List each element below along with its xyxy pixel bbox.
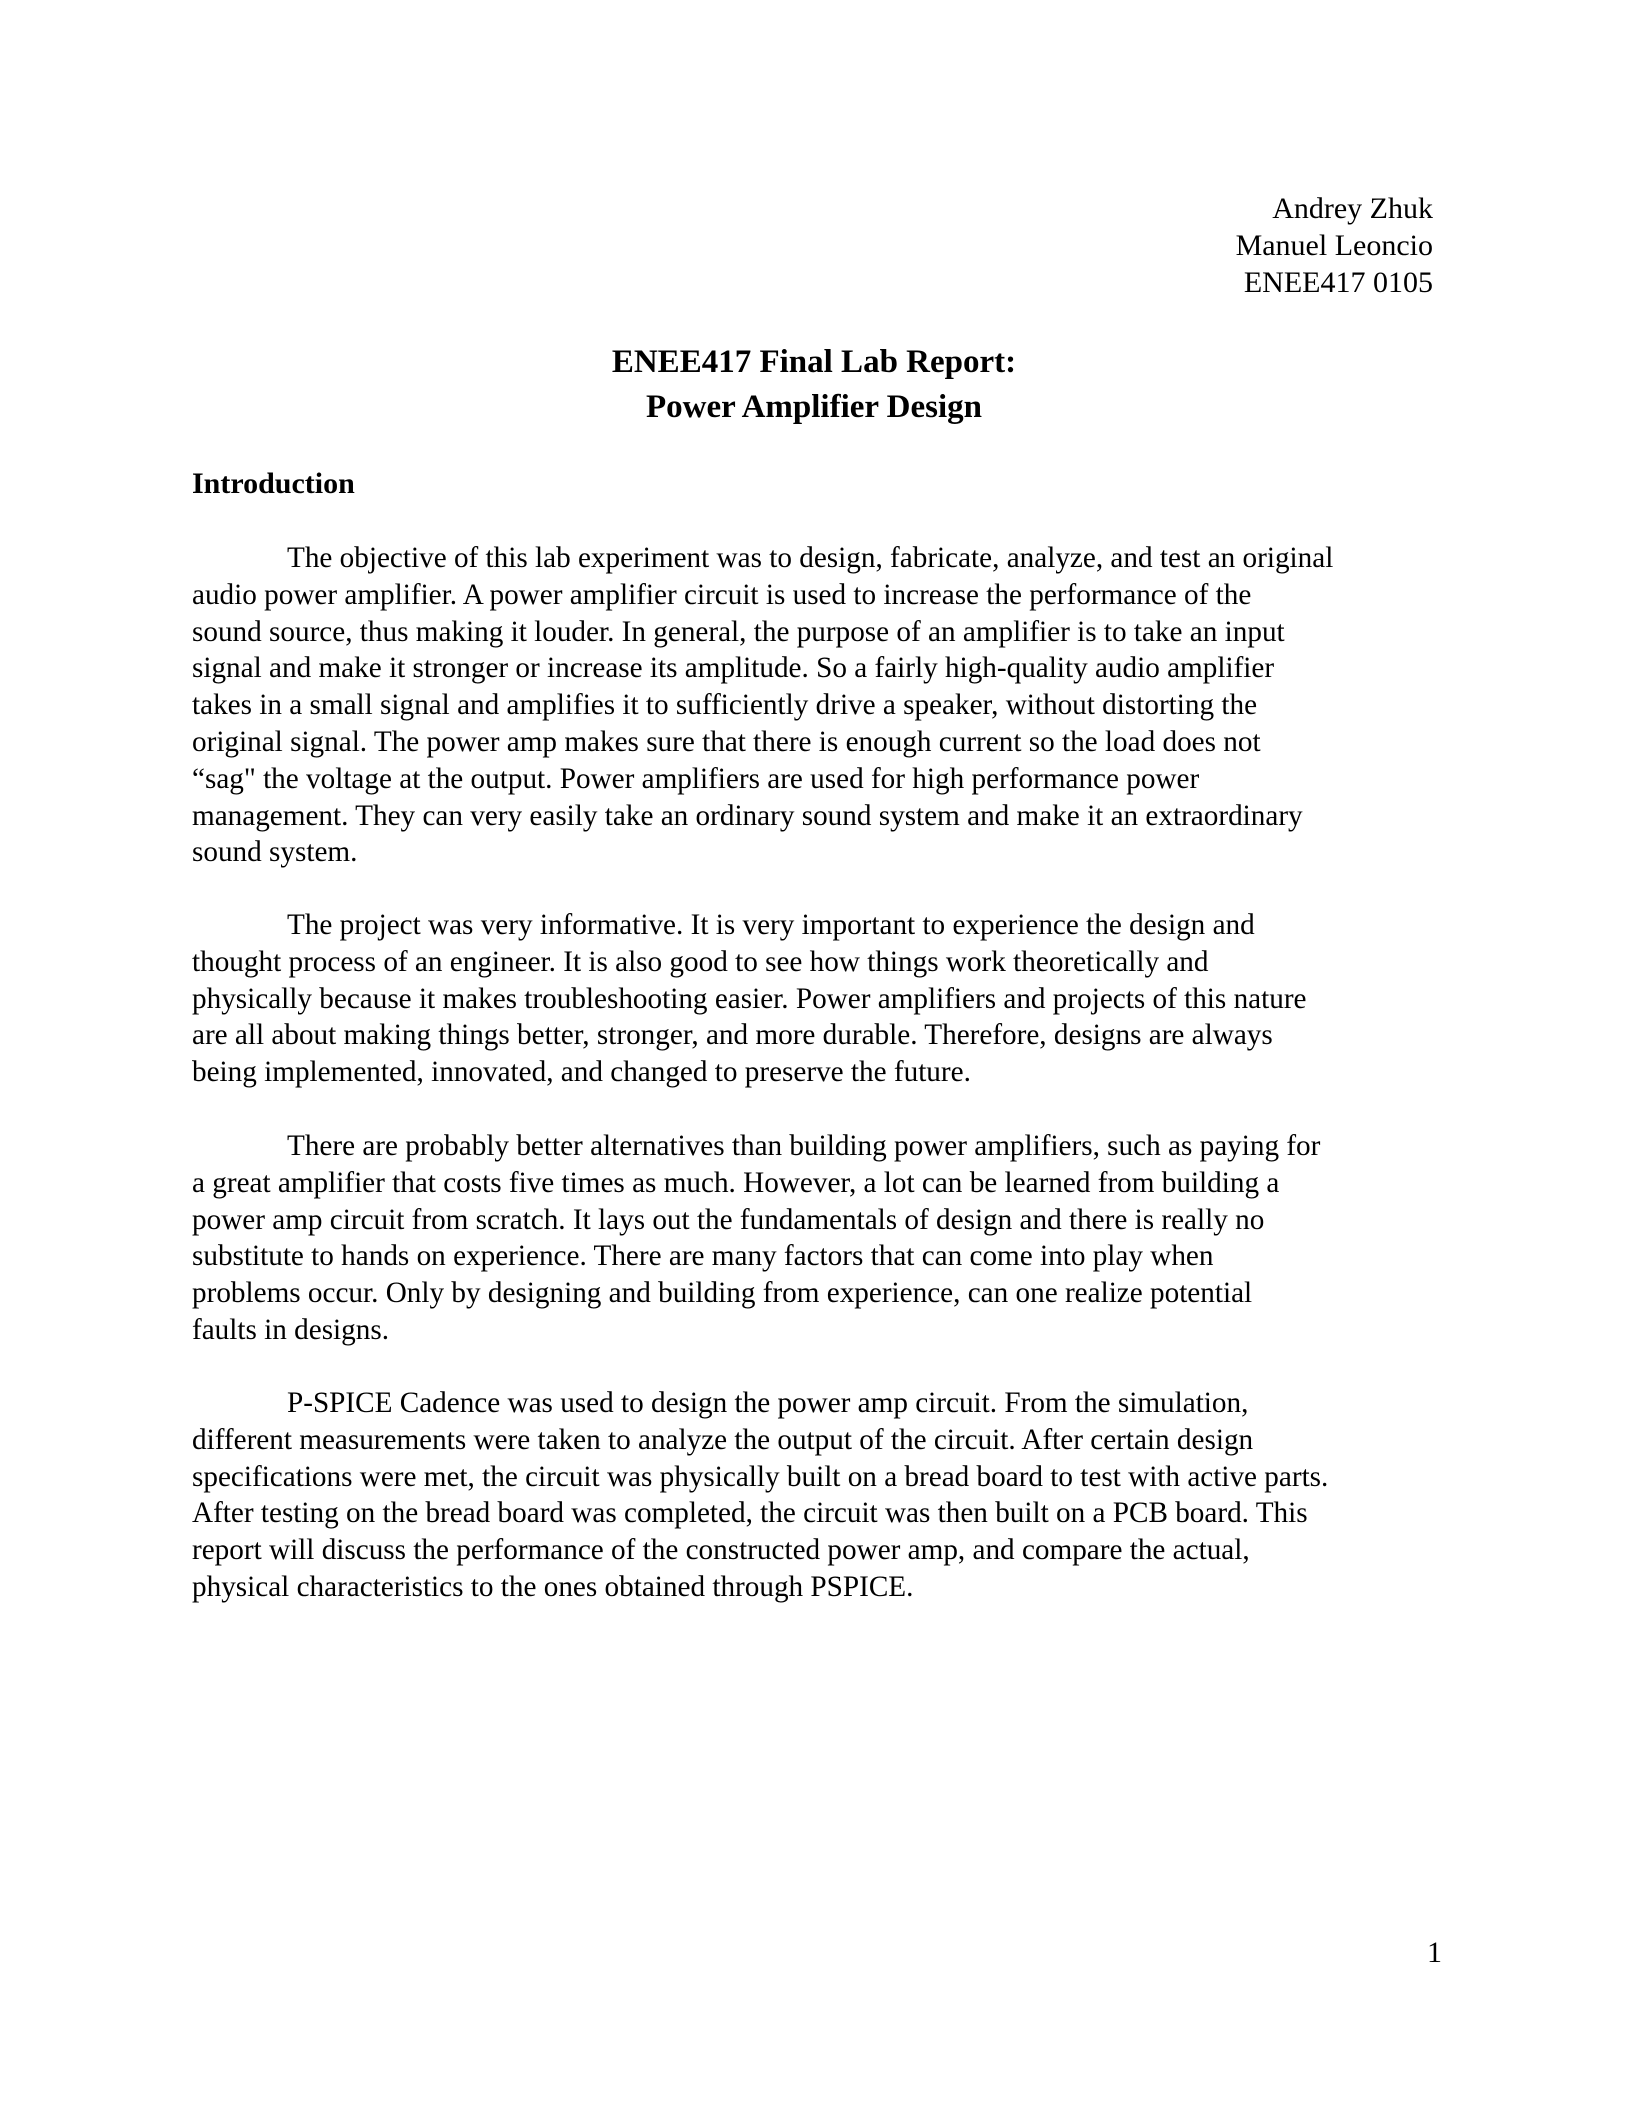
paragraph xyxy=(192,1128,1452,1349)
paragraph xyxy=(192,1385,1452,1606)
paragraph-line: management. They can very easily take an ordinary sound system and make it an extraordinary xyxy=(192,799,1303,832)
author-name: Manuel Leoncio xyxy=(1235,229,1433,262)
paragraph-line: The objective of this lab experiment was to design, fabricate, analyze, and test an original xyxy=(287,542,1334,574)
paragraph-line: signal and make it stronger or increase its amplitude. So a fairly high-quality audio amplifier xyxy=(192,652,1275,685)
paragraph-line: report will discuss the performance of the constructed power amp, and compare the actual, xyxy=(192,1534,1250,1567)
paragraph-line: sound system. xyxy=(192,836,358,869)
paragraph-line: specifications were met, the circuit was physically built on a bread board to test with active parts. xyxy=(192,1460,1329,1493)
paragraph-line: The project was very informative. It is very important to experience the design and xyxy=(287,909,1255,941)
paragraph-line: After testing on the bread board was completed, the circuit was then built on a PCB board. This xyxy=(192,1497,1308,1530)
paragraph xyxy=(192,540,1452,871)
paragraph-line: different measurements were taken to analyze the output of the circuit. After certain design xyxy=(192,1423,1254,1456)
author-block xyxy=(1236,190,1433,301)
course-section: ENEE417 0105 xyxy=(1243,266,1433,299)
paragraph xyxy=(192,907,1452,1091)
paragraph-line: P-SPICE Cadence was used to design the power amp circuit. From the simulation, xyxy=(287,1387,1249,1419)
paragraph-line: audio power amplifier. A power amplifier circuit is used to increase the performance of the xyxy=(192,578,1252,611)
paragraph-line: original signal. The power amp makes sure that there is enough current so the load does not xyxy=(192,725,1261,758)
author-name: Andrey Zhuk xyxy=(1272,192,1433,225)
title-line: ENEE417 Final Lab Report: xyxy=(611,344,1017,380)
paragraph-line: substitute to hands on experience. There are many factors that can come into play when xyxy=(192,1240,1214,1273)
paragraph-line: physical characteristics to the ones obtained through PSPICE. xyxy=(192,1570,914,1603)
paragraph-line: thought process of an engineer. It is also good to see how things work theoretically and xyxy=(192,945,1209,978)
page-number: 1 xyxy=(1427,1936,1442,1969)
paragraph-line: power amp circuit from scratch. It lays out the fundamentals of design and there is really no xyxy=(192,1203,1265,1236)
paragraph-line: takes in a small signal and amplifies it to sufficiently drive a speaker, without distorting the xyxy=(192,689,1258,722)
paragraph-line: are all about making things better, stronger, and more durable. Therefore, designs are always xyxy=(192,1019,1273,1052)
section-heading: Introduction xyxy=(192,467,355,500)
paragraph-line: physically because it makes troubleshooting easier. Power amplifiers and projects of this nature xyxy=(192,982,1307,1015)
paragraph-line: faults in designs. xyxy=(192,1313,390,1346)
paragraph-line: being implemented, innovated, and changed to preserve the future. xyxy=(192,1056,971,1089)
paragraph-line: sound source, thus making it louder. In general, the purpose of an amplifier is to take an input xyxy=(192,615,1285,648)
report-title xyxy=(0,340,1628,430)
subtitle-line: Power Amplifier Design xyxy=(645,389,983,425)
paragraph-line: “sag" the voltage at the output. Power amplifiers are used for high performance power xyxy=(192,762,1200,795)
paragraph-line: There are probably better alternatives than building power amplifiers, such as paying for xyxy=(287,1130,1321,1162)
paragraph-line: a great amplifier that costs five times as much. However, a lot can be learned from building a xyxy=(192,1166,1280,1199)
paragraph-line: problems occur. Only by designing and building from experience, can one realize potential xyxy=(192,1277,1253,1310)
